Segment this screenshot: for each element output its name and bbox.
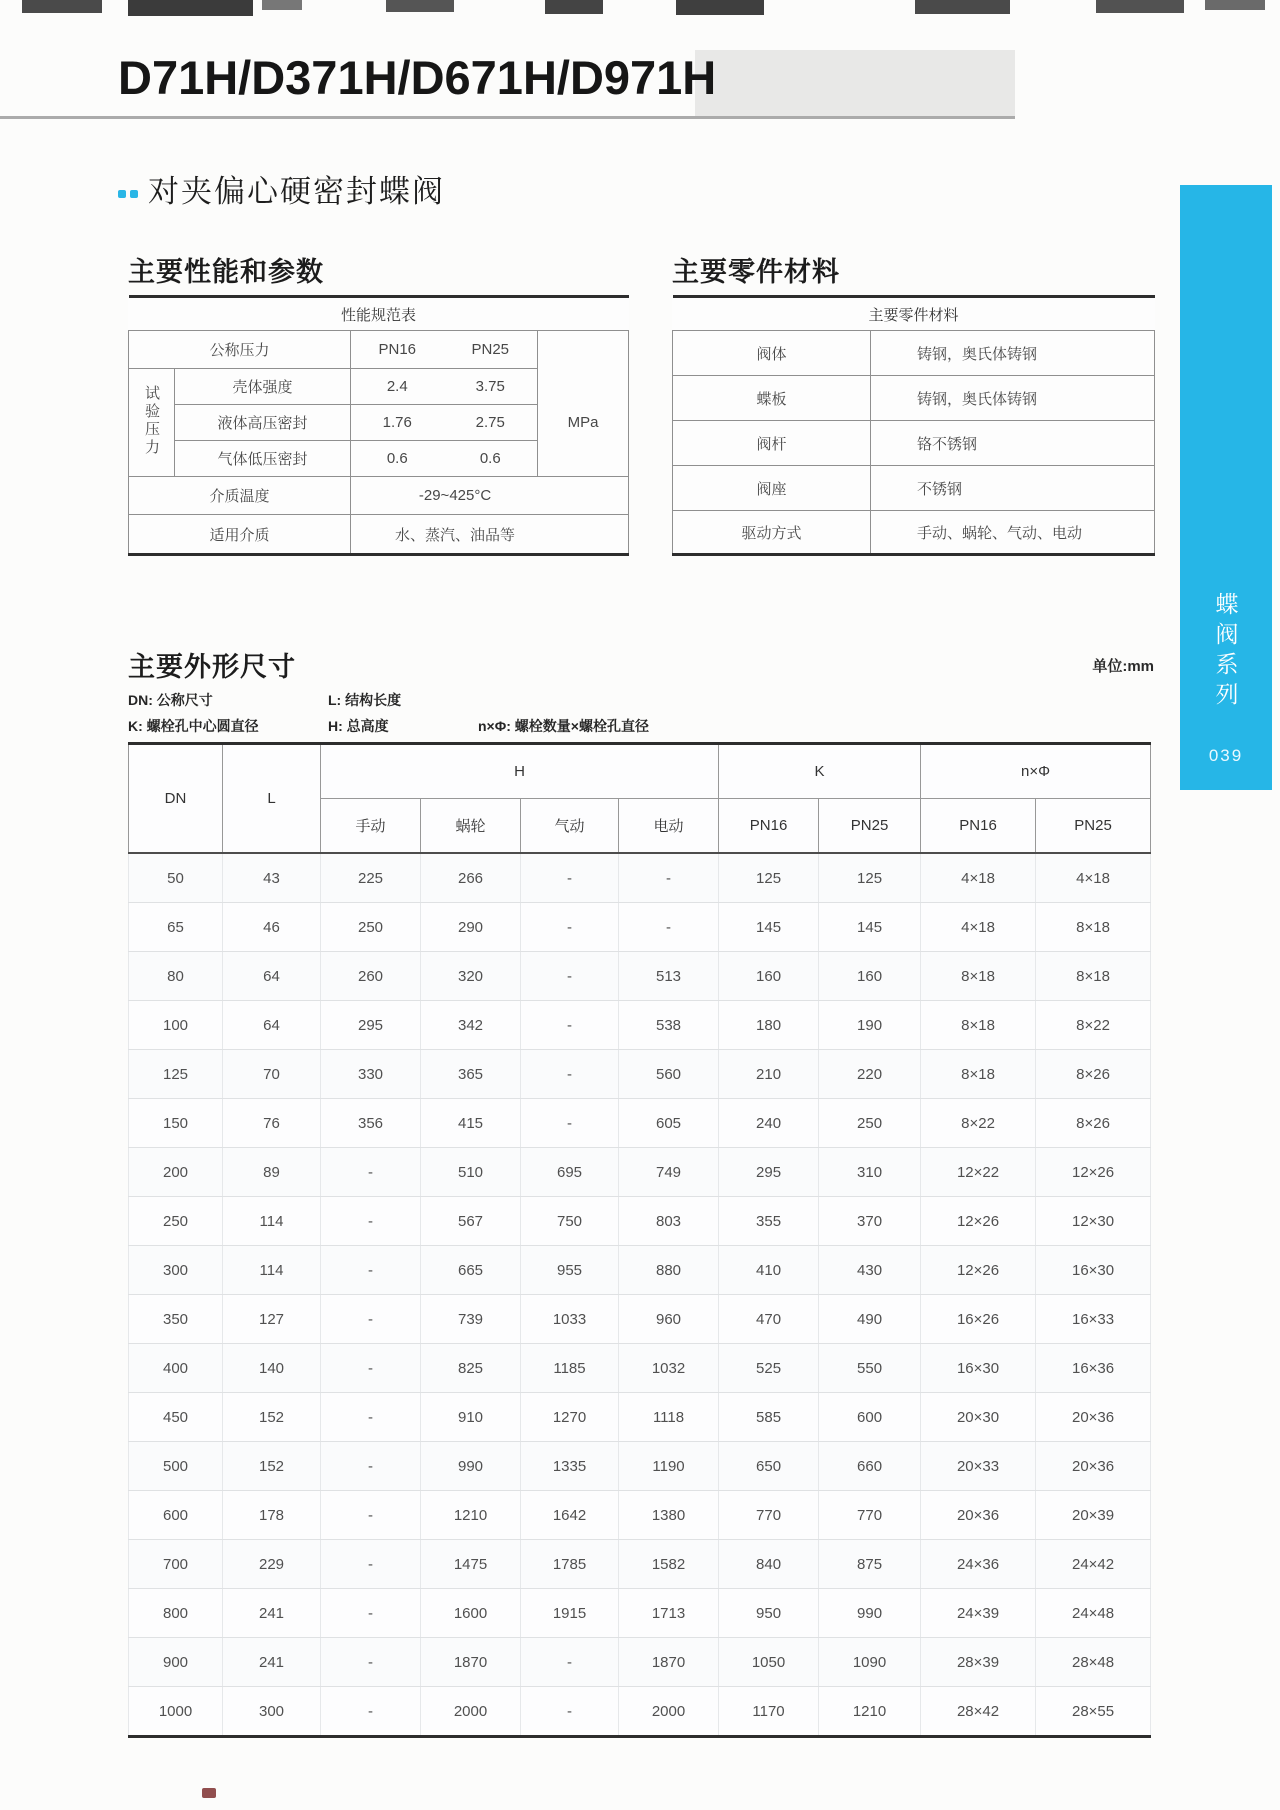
legend-dn: DN: 公称尺寸: [128, 692, 213, 708]
dim-table-row: [129, 1491, 1151, 1540]
legend-l: L: 结构长度: [328, 692, 402, 708]
dim-cell: 50: [129, 853, 223, 903]
dim-cell: 16×36: [1036, 1344, 1151, 1393]
dim-cell: 241: [223, 1589, 321, 1638]
dim-cell: 1033: [521, 1295, 619, 1344]
part-label: 驱动方式: [673, 511, 871, 555]
dim-cell: 350: [129, 1295, 223, 1344]
legend-k: K: 螺栓孔中心圆直径: [128, 718, 259, 734]
dim-cell: 1870: [619, 1638, 719, 1687]
dim-cell: 114: [223, 1197, 321, 1246]
materials-table-title: 主要零件材料: [673, 297, 1155, 331]
dim-cell: 8×26: [1036, 1050, 1151, 1099]
dim-cell: 24×36: [921, 1540, 1036, 1589]
dim-cell: 240: [719, 1099, 819, 1148]
pn16-header: PN16: [351, 331, 444, 369]
series-side-tab: [1180, 185, 1272, 790]
dim-table-row: [129, 1197, 1151, 1246]
dim-table-row: [129, 1050, 1151, 1099]
dim-cell: 800: [129, 1589, 223, 1638]
dim-cell: 190: [819, 1001, 921, 1050]
dim-cell: 513: [619, 952, 719, 1001]
dim-cell: -: [321, 1687, 421, 1737]
scan-artifact: [676, 0, 764, 15]
row-label: 液体高压密封: [175, 405, 351, 441]
dim-cell: 12×26: [1036, 1148, 1151, 1197]
dim-cell: 20×39: [1036, 1491, 1151, 1540]
dim-table-row: [129, 952, 1151, 1001]
dim-cell: 8×18: [921, 1050, 1036, 1099]
dim-cell: 470: [719, 1295, 819, 1344]
dim-cell: -: [321, 1589, 421, 1638]
part-material: 手动、蜗轮、气动、电动: [871, 511, 1155, 555]
dim-cell: 550: [819, 1344, 921, 1393]
title-divider: [0, 116, 1015, 119]
dim-cell: 330: [321, 1050, 421, 1099]
dim-cell: 127: [223, 1295, 321, 1344]
dim-cell: 12×30: [1036, 1197, 1151, 1246]
scan-artifact: [915, 0, 1010, 14]
legend-nphi: n×Φ: 螺栓数量×螺栓孔直径: [478, 718, 649, 734]
dim-cell: 24×48: [1036, 1589, 1151, 1638]
dim-cell: 28×39: [921, 1638, 1036, 1687]
col-group-k: K: [719, 744, 921, 799]
dim-cell: 1190: [619, 1442, 719, 1491]
page-title: D71H/D371H/D671H/D971H: [118, 51, 717, 104]
dim-cell: 585: [719, 1393, 819, 1442]
scan-artifact: [386, 0, 454, 12]
dim-cell: 430: [819, 1246, 921, 1295]
dim-cell: 2000: [421, 1687, 521, 1737]
dim-cell: 89: [223, 1148, 321, 1197]
dim-cell: 16×30: [921, 1344, 1036, 1393]
dim-cell: 20×36: [921, 1491, 1036, 1540]
dim-table-row: [129, 1442, 1151, 1491]
page-subtitle-row: [118, 166, 445, 211]
dim-cell: -: [321, 1491, 421, 1540]
dim-cell: -: [321, 1246, 421, 1295]
dim-cell: 365: [421, 1050, 521, 1099]
applicable-medium-label: 适用介质: [129, 515, 351, 555]
dim-cell: 750: [521, 1197, 619, 1246]
dim-cell: 300: [129, 1246, 223, 1295]
dim-cell: 825: [421, 1344, 521, 1393]
dim-cell: 840: [719, 1540, 819, 1589]
dim-cell: -: [619, 853, 719, 903]
nominal-pressure-label: 公称压力: [129, 331, 351, 369]
dim-cell: -: [521, 903, 619, 952]
dim-cell: 410: [719, 1246, 819, 1295]
dim-cell: 250: [819, 1099, 921, 1148]
subcol-k-pn25: PN25: [819, 799, 921, 854]
dim-cell: 660: [819, 1442, 921, 1491]
dim-cell: 1380: [619, 1491, 719, 1540]
part-material: 铸钢，奥氏体铸钢: [871, 376, 1155, 421]
dim-cell: 178: [223, 1491, 321, 1540]
row-label: 壳体强度: [175, 369, 351, 405]
dim-cell: 1050: [719, 1638, 819, 1687]
part-material: 不锈钢: [871, 466, 1155, 511]
dim-cell: -: [521, 1050, 619, 1099]
dim-cell: 490: [819, 1295, 921, 1344]
dim-cell: 500: [129, 1442, 223, 1491]
dim-cell: 20×36: [1036, 1442, 1151, 1491]
dim-cell: 1210: [819, 1687, 921, 1737]
dim-cell: 950: [719, 1589, 819, 1638]
empty-cell: [538, 331, 629, 369]
dim-cell: 450: [129, 1393, 223, 1442]
materials-table: [672, 295, 1155, 556]
dim-cell: 12×26: [921, 1246, 1036, 1295]
dim-cell: 910: [421, 1393, 521, 1442]
dim-cell: 8×18: [1036, 903, 1151, 952]
dim-cell: 2000: [619, 1687, 719, 1737]
dim-cell: 739: [421, 1295, 521, 1344]
dim-cell: -: [521, 1001, 619, 1050]
dim-cell: 1870: [421, 1638, 521, 1687]
dimensions-heading: 主要外形尺寸: [128, 652, 296, 682]
legend-h: H: 总高度: [328, 718, 389, 734]
dim-cell: 70: [223, 1050, 321, 1099]
dim-cell: 560: [619, 1050, 719, 1099]
value-cell: 2.4: [351, 369, 444, 405]
col-header-dn: DN: [129, 744, 223, 854]
dim-cell: 16×30: [1036, 1246, 1151, 1295]
dim-cell: 28×48: [1036, 1638, 1151, 1687]
dim-cell: 1000: [129, 1687, 223, 1737]
dim-cell: 65: [129, 903, 223, 952]
applicable-medium-value: 水、蒸汽、油品等: [351, 515, 629, 555]
part-label: 阀杆: [673, 421, 871, 466]
dim-cell: 1335: [521, 1442, 619, 1491]
part-label: 阀座: [673, 466, 871, 511]
dim-cell: 12×26: [921, 1197, 1036, 1246]
dim-cell: 990: [819, 1589, 921, 1638]
series-tab-label: 蝶阀系列: [1212, 592, 1239, 712]
dim-cell: 250: [129, 1197, 223, 1246]
dim-cell: 665: [421, 1246, 521, 1295]
dim-cell: 1032: [619, 1344, 719, 1393]
dim-cell: -: [321, 1197, 421, 1246]
dim-cell: -: [521, 952, 619, 1001]
dim-cell: 8×26: [1036, 1099, 1151, 1148]
dim-cell: 24×39: [921, 1589, 1036, 1638]
dim-cell: -: [321, 1295, 421, 1344]
dim-cell: 20×30: [921, 1393, 1036, 1442]
scan-shadow: [695, 50, 1015, 116]
dim-cell: 355: [719, 1197, 819, 1246]
dim-cell: 28×55: [1036, 1687, 1151, 1737]
dim-cell: 290: [421, 903, 521, 952]
dim-cell: -: [321, 1148, 421, 1197]
dim-cell: -: [321, 1540, 421, 1589]
dim-cell: 1600: [421, 1589, 521, 1638]
dim-cell: 1915: [521, 1589, 619, 1638]
test-pressure-label: 试验压力: [129, 369, 175, 477]
dim-cell: 100: [129, 1001, 223, 1050]
dim-table-row: [129, 1246, 1151, 1295]
dim-cell: 567: [421, 1197, 521, 1246]
materials-heading: 主要零件材料: [672, 257, 840, 287]
part-material: 铬不锈钢: [871, 421, 1155, 466]
dim-cell: 960: [619, 1295, 719, 1344]
dim-cell: 64: [223, 1001, 321, 1050]
dim-cell: 300: [223, 1687, 321, 1737]
dim-table-row: [129, 1687, 1151, 1737]
dim-cell: -: [521, 1638, 619, 1687]
dim-cell: 525: [719, 1344, 819, 1393]
dim-cell: 16×33: [1036, 1295, 1151, 1344]
dim-cell: 1475: [421, 1540, 521, 1589]
dim-cell: 76: [223, 1099, 321, 1148]
dim-cell: 250: [321, 903, 421, 952]
subcol-worm: 蜗轮: [421, 799, 521, 854]
part-label: 蝶板: [673, 376, 871, 421]
part-label: 阀体: [673, 331, 871, 376]
dim-table-row: [129, 1393, 1151, 1442]
medium-temp-value: -29~425°C: [351, 477, 629, 515]
dim-cell: 600: [129, 1491, 223, 1540]
subcol-manual: 手动: [321, 799, 421, 854]
dim-cell: 650: [719, 1442, 819, 1491]
dim-table-row: [129, 1001, 1151, 1050]
dim-cell: 12×22: [921, 1148, 1036, 1197]
dim-cell: 160: [719, 952, 819, 1001]
dim-cell: 28×42: [921, 1687, 1036, 1737]
dim-cell: 8×18: [1036, 952, 1151, 1001]
subcol-pneumatic: 气动: [521, 799, 619, 854]
dim-cell: 210: [719, 1050, 819, 1099]
dim-cell: -: [321, 1393, 421, 1442]
dim-cell: 356: [321, 1099, 421, 1148]
dim-cell: 538: [619, 1001, 719, 1050]
dim-cell: 125: [719, 853, 819, 903]
dim-cell: 880: [619, 1246, 719, 1295]
performance-heading: 主要性能和参数: [128, 257, 324, 287]
scan-artifact: [1205, 0, 1265, 10]
value-cell: 2.75: [444, 405, 538, 441]
performance-table-title: 性能规范表: [129, 297, 629, 331]
dim-cell: 1118: [619, 1393, 719, 1442]
dim-cell: -: [521, 1687, 619, 1737]
dim-cell: 46: [223, 903, 321, 952]
dim-cell: 955: [521, 1246, 619, 1295]
dim-cell: 1270: [521, 1393, 619, 1442]
dim-cell: 1090: [819, 1638, 921, 1687]
dim-cell: 150: [129, 1099, 223, 1148]
dim-cell: 145: [719, 903, 819, 952]
col-group-h: H: [321, 744, 719, 799]
scan-artifact: [1096, 0, 1184, 13]
dim-table-row: [129, 1099, 1151, 1148]
dim-cell: 4×18: [1036, 853, 1151, 903]
unit-cell: MPa: [538, 369, 629, 477]
dim-table-row: [129, 853, 1151, 903]
dim-cell: 1713: [619, 1589, 719, 1638]
dim-table-row: [129, 1589, 1151, 1638]
subcol-k-pn16: PN16: [719, 799, 819, 854]
dim-cell: 8×22: [1036, 1001, 1151, 1050]
dim-cell: -: [521, 853, 619, 903]
bullet-dots-icon: [118, 190, 138, 198]
dim-table-row: [129, 1344, 1151, 1393]
medium-temp-label: 介质温度: [129, 477, 351, 515]
dim-table-row: [129, 1540, 1151, 1589]
dim-cell: 241: [223, 1638, 321, 1687]
dim-cell: 125: [129, 1050, 223, 1099]
dim-cell: 16×26: [921, 1295, 1036, 1344]
dim-cell: 160: [819, 952, 921, 1001]
dim-cell: 266: [421, 853, 521, 903]
dim-cell: 295: [719, 1148, 819, 1197]
dim-cell: 415: [421, 1099, 521, 1148]
value-cell: 0.6: [444, 441, 538, 477]
dim-cell: 225: [321, 853, 421, 903]
value-cell: 1.76: [351, 405, 444, 441]
dim-cell: 80: [129, 952, 223, 1001]
scan-artifact: [545, 0, 603, 14]
col-header-l: L: [223, 744, 321, 854]
part-material: 铸钢，奥氏体铸钢: [871, 331, 1155, 376]
scan-artifact: [262, 0, 302, 10]
dimensions-table: [128, 742, 1151, 1738]
dim-cell: 295: [321, 1001, 421, 1050]
subcol-electric: 电动: [619, 799, 719, 854]
dim-cell: 342: [421, 1001, 521, 1050]
dim-cell: 64: [223, 952, 321, 1001]
dim-table-row: [129, 1638, 1151, 1687]
dim-cell: 4×18: [921, 853, 1036, 903]
dim-cell: 8×18: [921, 1001, 1036, 1050]
dim-cell: 1170: [719, 1687, 819, 1737]
dim-cell: 1785: [521, 1540, 619, 1589]
dim-cell: 20×33: [921, 1442, 1036, 1491]
dim-cell: 229: [223, 1540, 321, 1589]
scan-artifact: [22, 0, 102, 13]
dim-cell: 220: [819, 1050, 921, 1099]
dim-cell: 180: [719, 1001, 819, 1050]
dim-cell: 260: [321, 952, 421, 1001]
dim-cell: 4×18: [921, 903, 1036, 952]
subcol-nphi-pn25: PN25: [1036, 799, 1151, 854]
page-subtitle: 对夹偏心硬密封蝶阀: [148, 174, 445, 209]
row-label: 气体低压密封: [175, 441, 351, 477]
col-group-nphi: n×Φ: [921, 744, 1151, 799]
dim-table-row: [129, 1295, 1151, 1344]
dim-cell: 770: [819, 1491, 921, 1540]
dim-cell: 24×42: [1036, 1540, 1151, 1589]
scan-artifact: [128, 0, 253, 16]
dim-cell: 990: [421, 1442, 521, 1491]
performance-table: [128, 295, 629, 556]
dim-cell: 695: [521, 1148, 619, 1197]
dim-cell: 140: [223, 1344, 321, 1393]
dim-cell: 310: [819, 1148, 921, 1197]
pn25-header: PN25: [444, 331, 538, 369]
unit-note: 单位:mm: [1092, 658, 1154, 675]
dim-cell: 700: [129, 1540, 223, 1589]
dim-cell: -: [521, 1099, 619, 1148]
dim-cell: 200: [129, 1148, 223, 1197]
dim-cell: 320: [421, 952, 521, 1001]
dim-cell: 125: [819, 853, 921, 903]
subcol-nphi-pn16: PN16: [921, 799, 1036, 854]
dim-cell: 400: [129, 1344, 223, 1393]
dim-cell: 803: [619, 1197, 719, 1246]
dim-cell: -: [321, 1344, 421, 1393]
dim-cell: 1582: [619, 1540, 719, 1589]
dim-cell: -: [321, 1442, 421, 1491]
dim-cell: 1642: [521, 1491, 619, 1540]
dim-cell: 510: [421, 1148, 521, 1197]
dim-cell: 900: [129, 1638, 223, 1687]
dim-cell: 8×18: [921, 952, 1036, 1001]
value-cell: 0.6: [351, 441, 444, 477]
value-cell: 3.75: [444, 369, 538, 405]
dim-cell: -: [619, 903, 719, 952]
dim-cell: 114: [223, 1246, 321, 1295]
dim-cell: -: [321, 1638, 421, 1687]
dim-cell: 152: [223, 1393, 321, 1442]
dim-table-row: [129, 903, 1151, 952]
dim-cell: 8×22: [921, 1099, 1036, 1148]
dim-cell: 152: [223, 1442, 321, 1491]
dim-cell: 20×36: [1036, 1393, 1151, 1442]
dim-cell: 770: [719, 1491, 819, 1540]
dim-cell: 43: [223, 853, 321, 903]
dim-cell: 1185: [521, 1344, 619, 1393]
dim-cell: 145: [819, 903, 921, 952]
dim-cell: 370: [819, 1197, 921, 1246]
scan-mark: [202, 1788, 216, 1798]
dim-cell: 605: [619, 1099, 719, 1148]
dim-cell: 749: [619, 1148, 719, 1197]
page-number: 039: [1208, 746, 1244, 765]
dim-cell: 600: [819, 1393, 921, 1442]
dim-cell: 1210: [421, 1491, 521, 1540]
dim-table-row: [129, 1148, 1151, 1197]
dim-cell: 875: [819, 1540, 921, 1589]
